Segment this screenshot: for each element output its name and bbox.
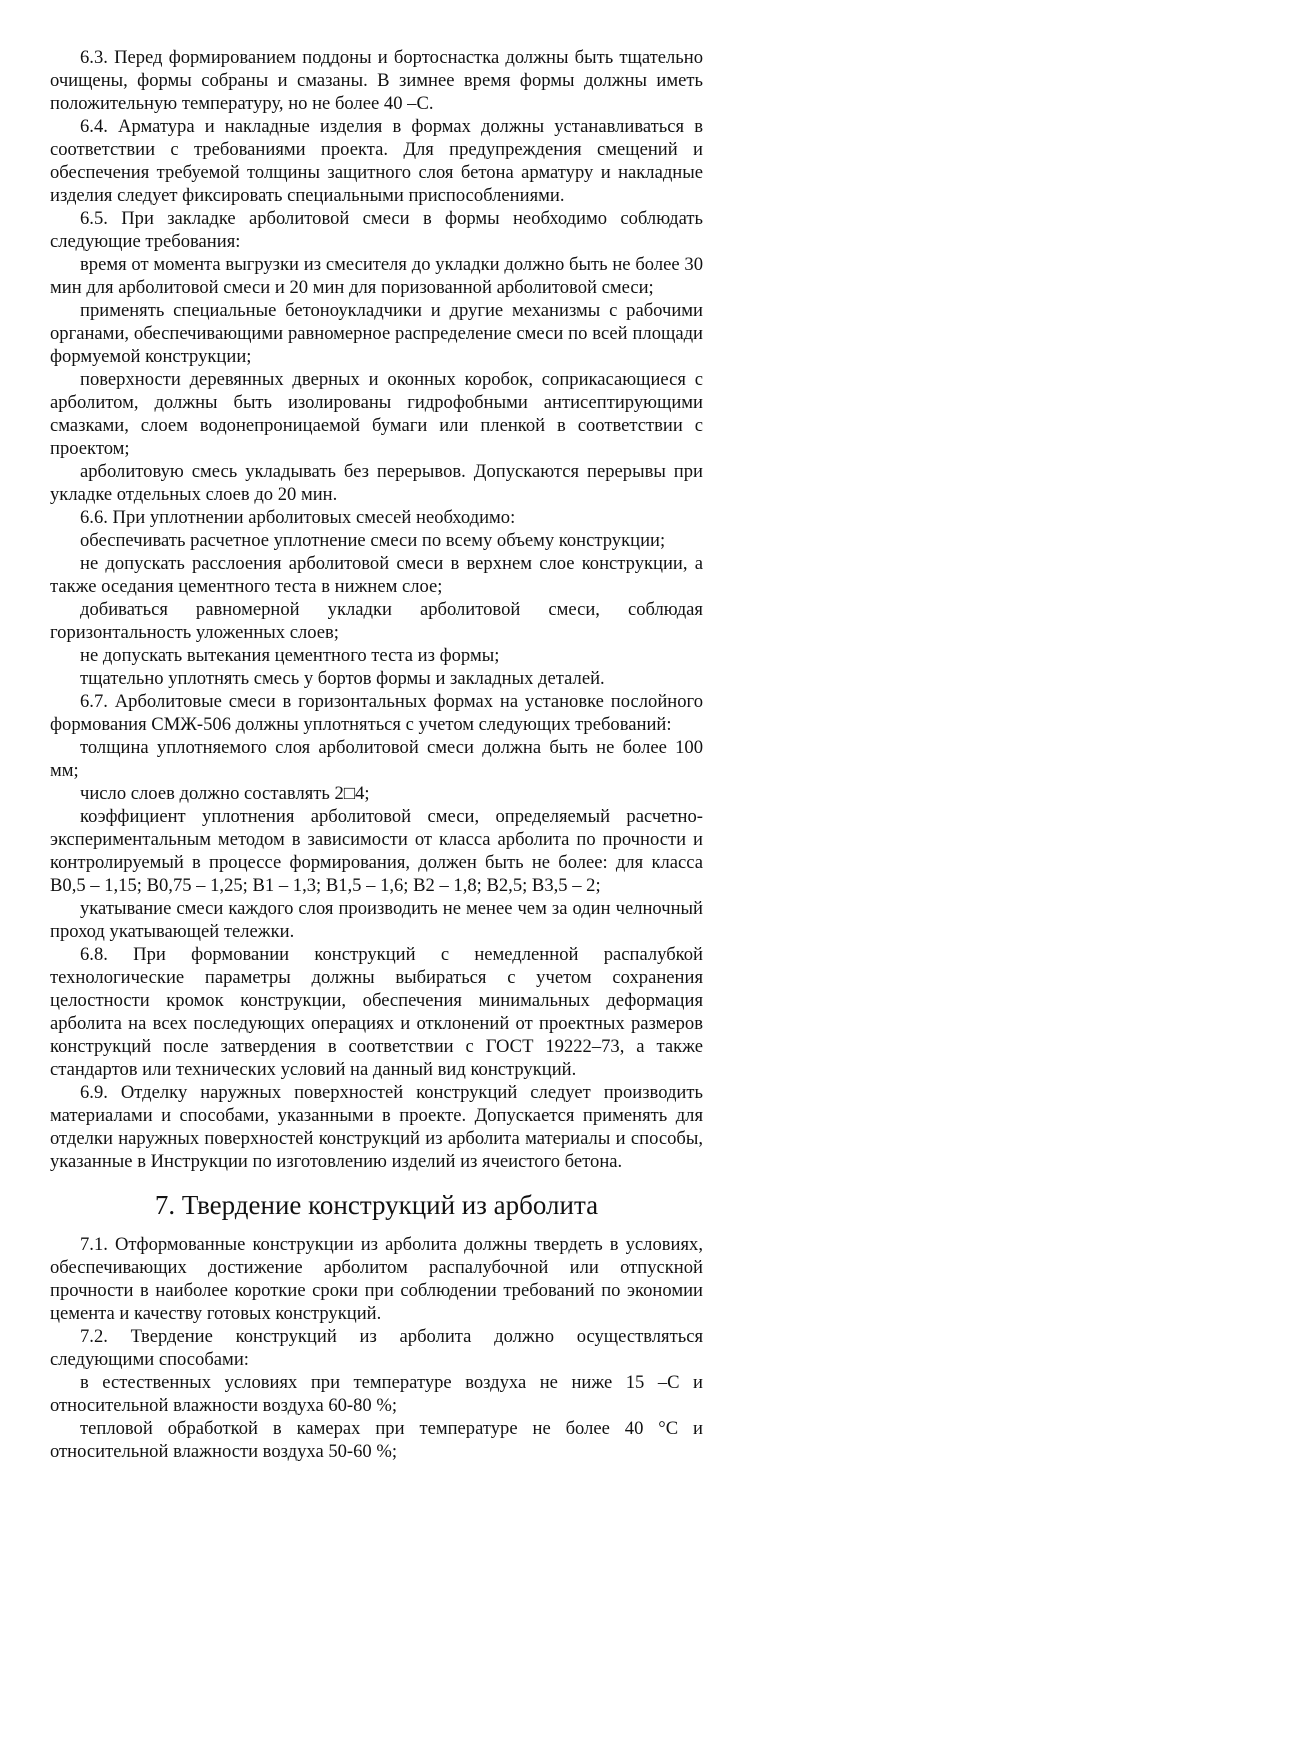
paragraph-6-6: 6.6. При уплотнении арболитовых смесей необходимо: — [80, 507, 516, 528]
list-item: не допускать вытекания цементного теста из формы; — [80, 645, 500, 666]
list-item: в естественных условиях при температуре воздуха не ниже 15 –С и относительной влажности воздуха 60-80 %; — [50, 1372, 703, 1416]
list-item: добиваться равномерной укладки арболитовой смеси, соблюдая горизонтальность уложенных слоев; — [50, 599, 703, 643]
list-item: укатывание смеси каждого слоя производить не менее чем за один челночный проход укатывающей тележки. — [50, 898, 703, 942]
list-item: толщина уплотняемого слоя арболитовой смеси должна быть не более 100 мм; — [50, 737, 703, 781]
paragraph-6-9: 6.9. Отделку наружных поверхностей конструкций следует производить материалами и способами, указанными в проекте. Допускается применять для отделки наружных поверхностей конструкций из арболита материалы и способы, указанные в Инструкции по изготовлению изделий из ячеистого бетона. — [50, 1082, 703, 1172]
list-item: обеспечивать расчетное уплотнение смеси по всему объему конструкции; — [80, 530, 666, 551]
document-page — [50, 46, 703, 1463]
list-item: арболитовую смесь укладывать без перерывов. Допускаются перерывы при укладке отдельных слоев до 20 мин. — [50, 461, 703, 505]
list-item: тщательно уплотнять смесь у бортов формы и закладных деталей. — [80, 668, 605, 689]
list-item: поверхности деревянных дверных и оконных коробок, соприкасающиеся с арболитом, должны быть изолированы гидрофобными антисептирующими смазками, слоем водонепроницаемой бумаги или пленкой в соответствии с проектом; — [50, 369, 703, 459]
list-item: коэффициент уплотнения арболитовой смеси, определяемый расчетно-экспериментальным методом в зависимости от класса арболита по прочности и контролируемый в процессе формирования, должен быть не более: для класса В0,5 – 1,15; В0,75 – 1,25; В1 – 1,3; В1,5 – 1,6; В2 – 1,8; В2,5; В3,5 – 2; — [50, 806, 703, 896]
section-heading: 7. Твердение конструкций из арболита — [154, 1190, 599, 1220]
list-item: не допускать расслоения арболитовой смеси в верхнем слое конструкции, а также оседания цементного теста в нижнем слое; — [50, 553, 703, 597]
list-item: тепловой обработкой в камерах при температуре не более 40 °С и относительной влажности воздуха 50-60 %; — [50, 1418, 703, 1462]
list-item: время от момента выгрузки из смесителя до укладки должно быть не более 30 мин для арболитовой смеси и 20 мин для поризованной арболитовой смеси; — [50, 254, 703, 298]
paragraph-6-3: 6.3. Перед формированием поддоны и бортоснастка должны быть тщательно очищены, формы собраны и смазаны. В зимнее время формы должны иметь положительную температуру, но не более 40 –С. — [50, 47, 703, 114]
paragraph-6-8: 6.8. При формовании конструкций с немедленной распалубкой технологические параметры должны выбираться с учетом сохранения целостности кромок конструкции, обеспечения минимальных деформация арболита на всех последующих операциях и отклонений от проектных размеров конструкций после затвердения в соответствии с ГОСТ 19222–73, а также стандартов или технических условий на данный вид конструкций. — [50, 944, 703, 1080]
paragraph-7-2: 7.2. Твердение конструкций из арболита должно осуществляться следующими способами: — [50, 1326, 703, 1370]
paragraph-6-7: 6.7. Арболитовые смеси в горизонтальных формах на установке послойного формования СМЖ-506 должны уплотняться с учетом следующих требований: — [50, 691, 703, 735]
list-item: число слоев должно составлять 2□4; — [80, 783, 370, 804]
paragraph-6-5: 6.5. При закладке арболитовой смеси в формы необходимо соблюдать следующие требования: — [50, 208, 703, 252]
list-item: применять специальные бетоноукладчики и другие механизмы с рабочими органами, обеспечивающими равномерное распределение смеси по всей площади формуемой конструкции; — [50, 300, 703, 367]
paragraph-6-4: 6.4. Арматура и накладные изделия в формах должны устанавливаться в соответствии с требованиями проекта. Для предупреждения смещений и обеспечения требуемой толщины защитного слоя бетона арматуру и накладные изделия следует фиксировать специальными приспособлениями. — [50, 116, 703, 206]
paragraph-7-1: 7.1. Отформованные конструкции из арболита должны твердеть в условиях, обеспечивающих достижение арболитом распалубочной или отпускной прочности в наиболее короткие сроки при соблюдении требований по экономии цемента и качеству готовых конструкций. — [50, 1234, 703, 1324]
